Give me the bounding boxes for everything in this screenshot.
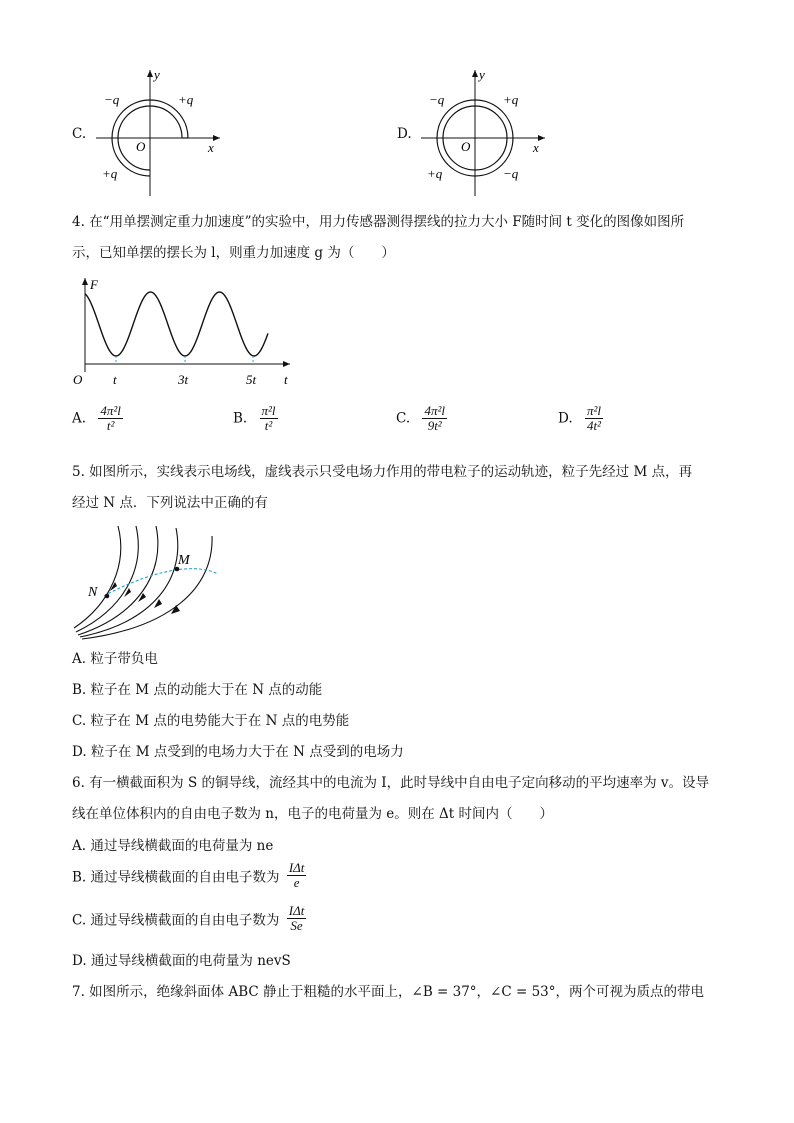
q4-stem-line1: 4. 在“用单摆测定重力加速度”的实验中，用力传感器测得摆线的拉力大小 F随时间 t 变化的图像如图所	[72, 214, 685, 230]
q4-graph-y-label: F	[90, 277, 98, 292]
q4-option-a-label: A.	[72, 410, 87, 427]
q4-graph-tick-3: 5t	[246, 372, 257, 387]
q4-graph-x-label: t	[284, 372, 288, 387]
q4-option-d-label: D.	[558, 410, 573, 427]
q5-point-n: N	[88, 585, 98, 600]
q4-option-a-num: 4π²l	[100, 403, 121, 418]
q6-stem-line1: 6. 有一横截面积为 S 的铜导线，流经其中的电流为 I，此时导线中自由电子定向移动的平均速率为 v。设导	[72, 775, 710, 791]
q5-point-m: M	[178, 553, 190, 568]
q3-c-neg-q: −q	[104, 92, 120, 107]
q3-option-c	[70, 64, 230, 200]
q4-option-c-num: 4π²l	[424, 403, 445, 418]
q4-option-c-fraction	[422, 404, 447, 433]
q3-c-axis-y: y	[154, 67, 160, 82]
q4-option-a[interactable]	[72, 404, 123, 433]
q4-option-b-num: π²l	[261, 403, 276, 418]
q6-option-b-num: IΔt	[288, 860, 305, 875]
q3-d-origin: O	[461, 139, 471, 154]
q4-option-d-den: 4t²	[586, 418, 601, 433]
q6-option-b-den: e	[293, 875, 300, 890]
q3-c-axis-x: x	[208, 140, 214, 155]
q6-option-c-num: IΔt	[288, 903, 305, 918]
q5-field-lines-figure	[70, 524, 230, 640]
q5-option-d[interactable]: D. 粒子在 M 点受到的电场力大于在 N 点受到的电场力	[72, 744, 404, 760]
q4-option-b-fraction	[260, 404, 278, 433]
q3-c-pos-q-bottom: +q	[102, 166, 118, 181]
q5-stem-line1: 5. 如图所示，实线表示电场线，虚线表示只受电场力作用的带电粒子的运动轨迹，粒子先经过 M 点，再	[72, 464, 693, 480]
q3-option-d-figure	[413, 64, 553, 200]
q5-option-b[interactable]: B. 粒子在 M 点的动能大于在 N 点的动能	[72, 682, 323, 698]
q3-d-axis-y: y	[479, 67, 485, 82]
q4-option-c-den: 9t²	[427, 418, 442, 433]
q4-stem-line2: 示，已知单摆的摆长为 l，则重力加速度 g 为（ ）	[72, 245, 395, 261]
q4-graph-origin: O	[73, 372, 83, 387]
q3-d-axis-x: x	[533, 140, 539, 155]
q3-d-pos-q-tr: +q	[503, 92, 519, 107]
q4-force-time-graph	[68, 272, 298, 392]
q6-option-c-fraction	[287, 904, 307, 933]
q3-d-neg-q-tl: −q	[429, 92, 445, 107]
q6-option-c[interactable]	[72, 904, 306, 933]
q4-option-c[interactable]	[396, 404, 447, 433]
q6-option-b[interactable]	[72, 861, 306, 890]
q5-option-a[interactable]: A. 粒子带负电	[72, 651, 158, 667]
q5-option-c[interactable]: C. 粒子在 M 点的电势能大于在 N 点的电势能	[72, 713, 350, 729]
q3-option-d	[395, 64, 555, 200]
q5-stem-line2: 经过 N 点．下列说法中正确的有	[72, 495, 268, 511]
q4-option-d-num: π²l	[586, 403, 601, 418]
q4-option-d[interactable]	[558, 404, 603, 433]
q3-d-neg-q-br: −q	[503, 166, 519, 181]
q4-option-b-label: B.	[233, 410, 248, 427]
q3-d-pos-q-bl: +q	[427, 166, 443, 181]
q4-graph-tick-1: t	[113, 372, 117, 387]
q3-option-d-label: D.	[397, 126, 412, 142]
q6-option-c-text: C. 通过导线横截面的自由电子数为	[72, 912, 280, 929]
q6-option-c-den: Se	[290, 918, 303, 933]
q7-stem-line1: 7. 如图所示，绝缘斜面体 ABC 静止于粗糙的水平面上，∠B = 37°，∠C = 53°，两个可视为质点的带电	[72, 984, 705, 1000]
q4-option-a-fraction	[98, 404, 123, 433]
q4-force-curve	[85, 292, 268, 356]
q3-option-c-label: C.	[72, 126, 87, 142]
q3-c-origin: O	[136, 139, 146, 154]
q4-option-b[interactable]	[233, 404, 278, 433]
q4-option-b-den: t²	[264, 418, 273, 433]
q4-graph-tick-2: 3t	[178, 372, 189, 387]
q3-option-c-figure	[88, 64, 228, 200]
q4-option-c-label: C.	[396, 410, 411, 427]
q6-option-d[interactable]: D. 通过导线横截面的电荷量为 nevS	[72, 953, 291, 969]
q3-c-pos-q-top: +q	[178, 92, 194, 107]
q6-option-a[interactable]: A. 通过导线横截面的电荷量为 ne	[72, 838, 274, 854]
q4-option-d-fraction	[585, 404, 603, 433]
q6-stem-line2: 线在单位体积内的自由电子数为 n，电子的电荷量为 e。则在 Δt 时间内（ ）	[72, 806, 554, 822]
q4-option-a-den: t²	[106, 418, 115, 433]
q6-option-b-text: B. 通过导线横截面的自由电子数为	[72, 869, 280, 886]
q6-option-b-fraction	[287, 861, 307, 890]
